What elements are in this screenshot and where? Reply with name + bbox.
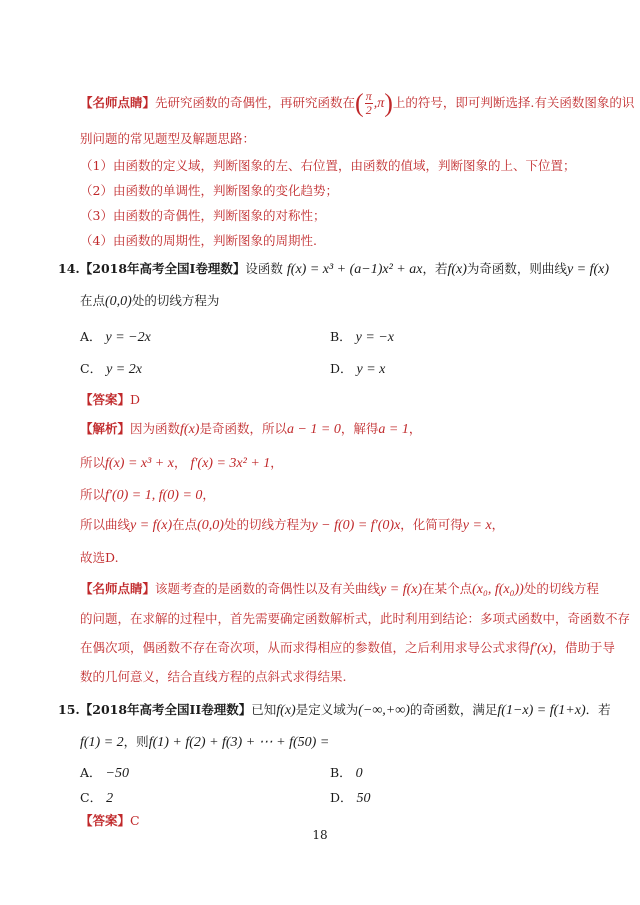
tip-item-2: （2）由函数的单调性，判断图象的变化趋势； xyxy=(80,183,338,198)
interval-rest: ,π xyxy=(373,96,385,111)
q15-line-2: f(1) = 2，则f(1) + f(2) + f(3) + ⋯ + f(50) = xyxy=(80,734,330,750)
interval-close-paren: ) xyxy=(384,88,393,118)
tip-line-1 xyxy=(80,90,634,117)
q15-option-c: C． 2 xyxy=(80,790,114,806)
q15-option-b: B． 0 xyxy=(330,765,363,781)
question-number: 14. xyxy=(58,261,80,276)
q14-analysis-3: 所以f′(0) = 1, f(0) = 0， xyxy=(80,487,215,503)
q14-option-a: A． y = −2x xyxy=(80,329,151,345)
q14-tip-2: 的问题，在求解的过程中，首先需要确定函数解析式，此时利用到结论：多项式函数中，奇函数不存 xyxy=(80,611,631,626)
q14-analysis-4: 所以曲线y = f(x)在点(0,0)处的切线方程为y − f(0) = f′(0)x，化简可得y = x， xyxy=(80,517,505,533)
tip-line-2: 别问题的常见题型及解题思路： xyxy=(80,131,256,146)
function-expression: f(x) = x³ + (a−1)x² + ax xyxy=(286,262,423,277)
tip-item-1: （1）由函数的定义域，判断图象的左、右位置，由函数的值域，判断图象的上、下位置； xyxy=(80,158,576,173)
question-source: 【2018年高考全国I卷理数】 xyxy=(79,261,246,276)
tip-item-3: （3）由函数的奇偶性，判断图象的对称性； xyxy=(80,208,326,223)
q14-line-1: 14.【2018年高考全国I卷理数】设函数 f(x) = x³ + (a−1)x² + ax，若f(x)为奇函数，则曲线y = f(x) xyxy=(58,261,610,277)
q14-tip-1: 【名师点睛】该题考查的是函数的奇偶性以及有关曲线y = f(x)在某个点(x₀, f(x₀))处的切线方程 xyxy=(80,581,599,597)
q15-answer: 【答案】C xyxy=(80,813,140,828)
q15-line-1: 15.【2018年高考全国II卷理数】已知f(x)是定义域为(−∞,+∞)的奇函数，满足f(1−x) = f(1+x)．若 xyxy=(58,702,611,718)
q15-option-d: D． 50 xyxy=(330,790,371,806)
q14-tip-3: 在偶次项，偶函数不存在奇次项，从而求得相应的参数值，之后利用求导公式求得f′(x)，借助于导 xyxy=(80,640,616,656)
tip-item-4: （4）由函数的周期性，判断图象的周期性. xyxy=(80,233,317,248)
question-source: 【2018年高考全国II卷理数】 xyxy=(79,702,252,717)
q14-analysis-5: 故选D. xyxy=(80,550,119,565)
q15-option-a: A． −50 xyxy=(80,765,129,781)
q14-option-c: C． y = 2x xyxy=(80,361,142,377)
q14-analysis-2: 所以f(x) = x³ + x， f′(x) = 3x² + 1， xyxy=(80,455,283,471)
q14-answer: 【答案】D xyxy=(80,392,141,407)
tip-text: 先研究函数的奇偶性，再研究函数在 xyxy=(155,95,356,110)
q14-option-b: B． y = −x xyxy=(330,329,394,345)
tip-text-cont: 上的符号，即可判断选择.有关函数图象的识 xyxy=(392,95,635,110)
interval-open-paren: ( xyxy=(355,88,364,118)
question-number: 15. xyxy=(58,702,80,717)
page-number: 18 xyxy=(312,828,328,842)
fraction-pi-over-2: $\frac{\pi}{2}$ xyxy=(365,89,372,117)
q14-line-2: 在点(0,0)处的切线方程为 xyxy=(80,293,220,309)
q14-tip-4: 数的几何意义，结合直线方程的点斜式求得结果. xyxy=(80,669,347,684)
tip-tag: 【名师点睛】 xyxy=(80,95,156,110)
q14-analysis-1: 【解析】因为函数f(x)是奇函数，所以a − 1 = 0，解得a = 1， xyxy=(80,421,422,437)
q14-option-d: D． y = x xyxy=(330,361,386,377)
